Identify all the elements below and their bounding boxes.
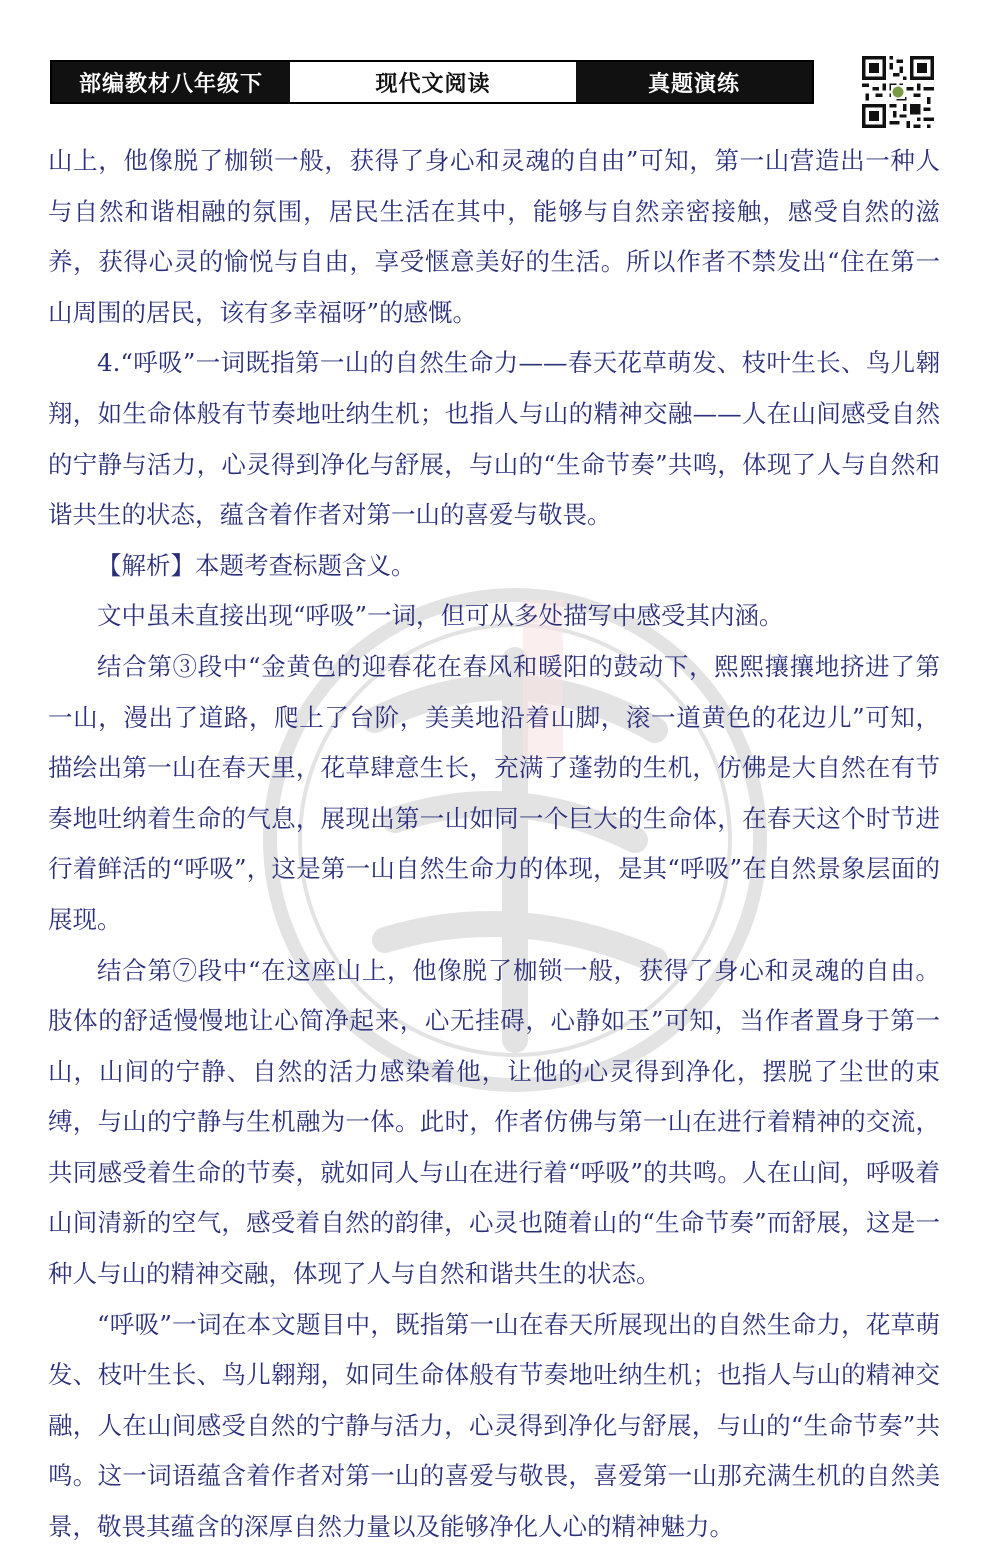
header-grade-label: 部编教材八年级下: [52, 62, 290, 102]
header-bar: [50, 60, 814, 104]
analysis-paragraph-3: 结合第③段中“金黄色的迎春花在春风和暖阳的鼓动下，熙熙攘攘地挤进了第一山，漫出了道路，爬上了台阶，美美地沿着山脚，滚一道黄色的花边儿”可知，描绘出第一山在春天里，花草肆意生长，充满了蓬勃的生机，仿佛是大自然在有节奏地吐纳着生命的气息，展现出第一山如同一个巨大的生命体，在春天这个时节进行着鲜活的“呼吸”，这是第一山自然生命力的体现，是其“呼吸”在自然景象层面的展现。: [48, 651, 940, 934]
header-practice-label: 真题演练: [576, 62, 812, 102]
analysis-summary: “呼吸”一词在本文题目中，既指第一山在春天所展现出的自然生命力，花草萌发、枝叶生长、鸟儿翱翔，如同生命体般有节奏地吐纳生机；也指人与山的精神交融，人在山间感受自然的宁静与活力，心灵得到净化与舒展，与山的“生命节奏”共鸣。这一词语蕴含着作者对第一山的喜爱与敬畏，喜爱第一山那充满生机的自然美景，敬畏其蕴含的深厚自然力量以及能够净化人心的精神魅力。: [48, 1309, 940, 1542]
qr-code-icon: [862, 56, 934, 128]
header-section-label: 现代文阅读: [290, 62, 576, 102]
answer-4: 4.“呼吸”一词既指第一山的自然生命力——春天花草萌发、枝叶生长、鸟儿翱翔，如生命体般有节奏地吐纳生机；也指人与山的精神交融——人在山间感受自然的宁静与活力，心灵得到净化与舒展，与山的“生命节奏”共鸣，体现了人与自然和谐共生的状态，蕴含着作者对第一山的喜爱与敬畏。: [48, 348, 940, 530]
article-body: [48, 136, 940, 1553]
paragraph-continuation: 山上，他像脱了枷锁一般，获得了身心和灵魂的自由”可知，第一山营造出一种人与自然和谐相融的氛围，居民生活在其中，能够与自然亲密接触，感受自然的滋养，获得心灵的愉悦与自由，享受惬意美好的生活。所以作者不禁发出“住在第一山周围的居民，该有多幸福呀”的感慨。: [48, 146, 940, 327]
analysis-intro: 文中虽未直接出现“呼吸”一词，但可从多处描写中感受其内涵。: [97, 601, 784, 631]
analysis-paragraph-7: 结合第⑦段中“在这座山上，他像脱了枷锁一般，获得了身心和灵魂的自由。肢体的舒适慢慢地让心简净起来，心无挂碍，心静如玉”可知，当作者置身于第一山，山间的宁静、自然的活力感染着他，让他的心灵得到净化，摆脱了尘世的束缚，与山的宁静与生机融为一体。此时，作者仿佛与第一山在进行着精神的交流，共同感受着生命的节奏，就如同人与山在进行着“呼吸”的共鸣。人在山间，呼吸着山间清新的空气，感受着自然的韵律，心灵也随着山的“生命节奏”而舒展，这是一种人与山的精神交融，体现了人与自然和谐共生的状态。: [48, 955, 940, 1289]
analysis-heading: 【解析】本题考查标题含义。: [97, 550, 416, 580]
